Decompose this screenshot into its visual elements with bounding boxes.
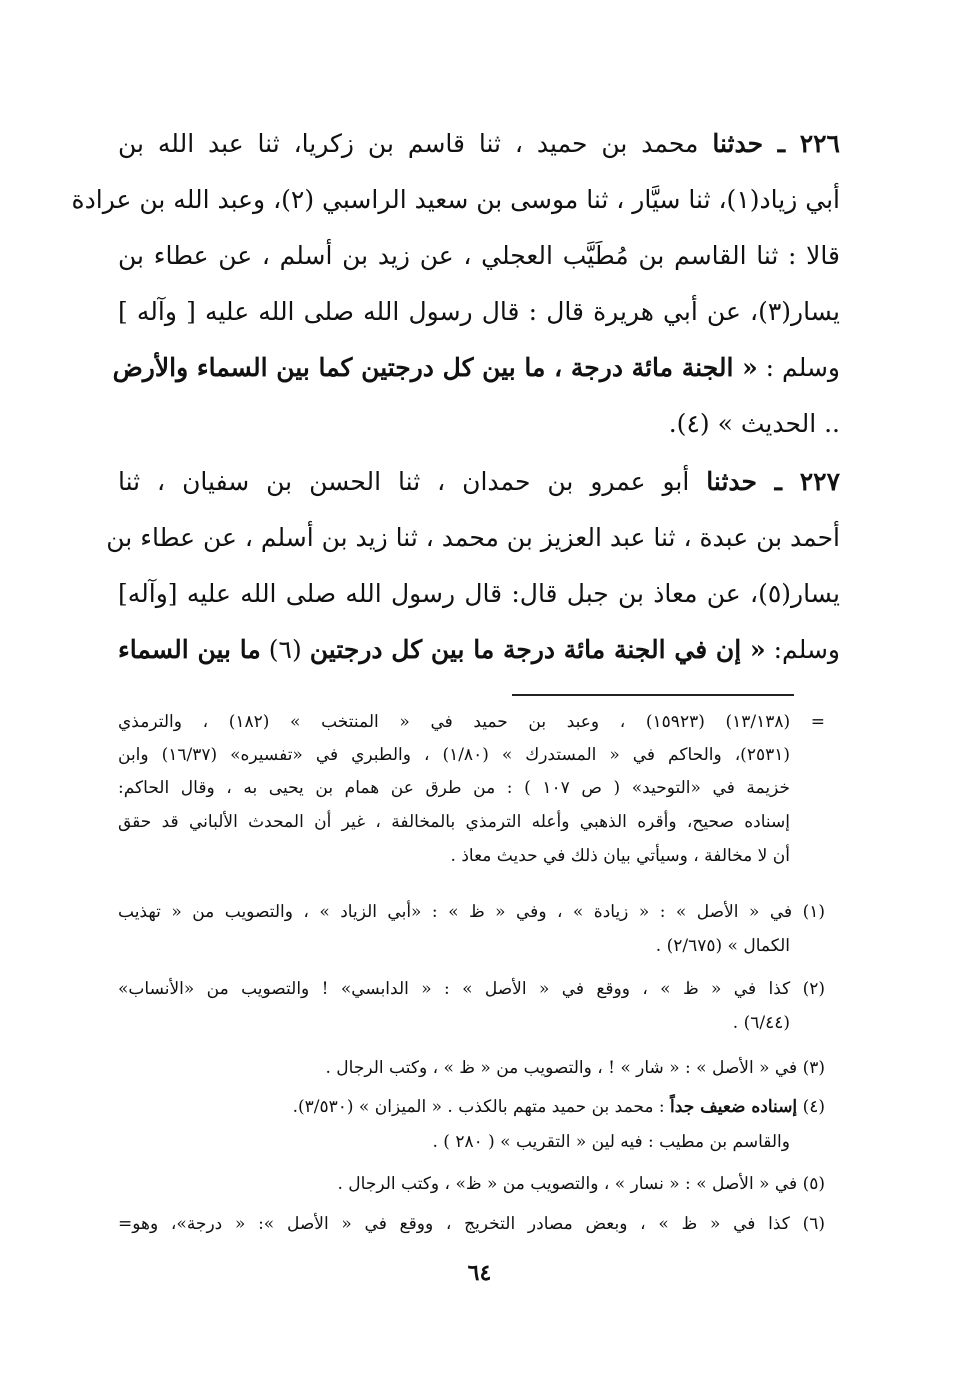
footnote-4-text: : محمد بن حميد متهم بالكذب . « الميزان » (٣/٥٣٠). (292, 1097, 671, 1117)
hadith-226-line-2: أبي زياد(١)، ثنا سيَّار ، ثنا موسى بن سعيد الراسبي (٢)، وعبد الله بن عرادة (71, 185, 840, 214)
footnote-1-line-1: (١) في « الأصل » : « زيادة » ، وفي « ظ » : «أبي الزياد » ، والتصويب من « تهذيب (118, 902, 825, 922)
hadith-226-matn: « الجنة مائة درجة ، ما بين كل درجتين كما بين السماء والأرض (112, 353, 758, 382)
footnote-continued-line-1: = (١٣/١٣٨) (١٥٩٢٣) ، وعبد بن حميد في « المنتخب » (١٨٢) ، والترمذي (118, 712, 826, 732)
hadith-227-line-4 (118, 630, 840, 674)
footnote-continued-line-2: (٢٥٣١)، والحاكم في « المستدرك » (١/٨٠) ، والطبري في «تفسيره» (١٦/٣٧) وابن (118, 745, 790, 765)
footnote-1-line-2: الكمال » (٢/٦٧٥) . (655, 936, 790, 956)
footnote-2-line-2: (٦/٤٤) . (732, 1013, 790, 1033)
footnote-separator (512, 694, 794, 696)
hadith-226-text-1: محمد بن حميد ، ثنا قاسم بن زكريا، ثنا عبد الله بن (118, 129, 713, 158)
footnote-ref-6: (٦) (260, 635, 310, 664)
hadith-226-line-4: يسار(٣)، عن أبي هريرة قال : قال رسول الله صلى الله عليه [ وآله ] (118, 297, 840, 326)
hadith-227-line-1 (118, 462, 840, 506)
hadith-227-matn-a: « إن في الجنة مائة درجة ما بين كل درجتين (309, 635, 766, 664)
footnote-continued-line-5: أن لا مخالفة ، وسيأتي بيان ذلك في حديث معاذ . (450, 846, 790, 866)
hadith-226-line-1 (118, 124, 840, 168)
hadith-226-line-3: قالا : ثنا القاسم بن مُطَيَّب العجلي ، عن زيد بن أسلم ، عن عطاء بن (118, 241, 840, 270)
hadith-227-matn-b: ما بين السماء (118, 635, 261, 664)
footnote-4-line-2: والقاسم بن مطيب : فيه لين « التقريب » ( ٢٨٠ ) . (432, 1132, 790, 1152)
hadith-227-line-3: يسار(٥)، عن معاذ بن جبل قال: قال رسول الله صلى الله عليه [وآله] (118, 579, 840, 608)
hadith-226-line-6: .. الحديث » (٤). (668, 409, 840, 438)
hadith-226-line-5-pre: وسلم : (757, 353, 840, 382)
hadith-227-line-4-pre: وسلم: (765, 635, 840, 664)
page-number: ٦٤ (467, 1260, 492, 1286)
hadith-227-line-2: أحمد بن عبدة ، ثنا عبد العزيز بن محمد ، ثنا زيد بن أسلم ، عن عطاء بن (106, 523, 840, 552)
hadith-227-separator: ـ (756, 467, 800, 496)
footnote-6: (٦) كذا في « ظ » ، وبعض مصادر التخريج ، ووقع في « الأصل »: « درجة»، وهو= (118, 1214, 825, 1234)
footnote-continued-line-3: خزيمة في «التوحيد» ( ص ١٠٧ ) : من طرق عن همام بن يحيى به ، وقال الحاكم: (118, 778, 790, 798)
footnote-4-marker: (٤) (797, 1097, 825, 1117)
hadith-227-haddathana: حدثنا (706, 467, 757, 496)
hadith-227-number: ٢٢٧ (799, 467, 841, 496)
footnote-4-verdict: إسناده ضعيف جداً (670, 1097, 798, 1117)
footnote-2-line-1: (٢) كذا في « ظ » ، ووقع في « الأصل » : « الدابسي» ! والتصويب من «الأنساب» (118, 979, 825, 999)
footnote-continued-line-4: إسناده صحيح، وأقره الذهبي وأعله الترمذي بالمخالفة ، غير أن المحدث الألباني قد حقق (118, 812, 790, 832)
footnote-4-line-1 (118, 1093, 825, 1125)
footnote-3: (٣) في « الأصل » : « شار » ! ، والتصويب من « ظ » ، وكتب الرجال . (325, 1058, 825, 1078)
footnote-5: (٥) في « الأصل » : « نسار » ، والتصويب من « ظ» ، وكتب الرجال . (337, 1174, 825, 1194)
hadith-226-number: ٢٢٦ (799, 129, 840, 158)
hadith-227-text-1: أبو عمرو بن حمدان ، ثنا الحسن بن سفيان ، ثنا (118, 467, 707, 496)
hadith-226-haddathana: حدثنا (712, 129, 764, 158)
hadith-226-line-5 (112, 348, 840, 392)
hadith-226-separator: ـ (763, 129, 800, 158)
